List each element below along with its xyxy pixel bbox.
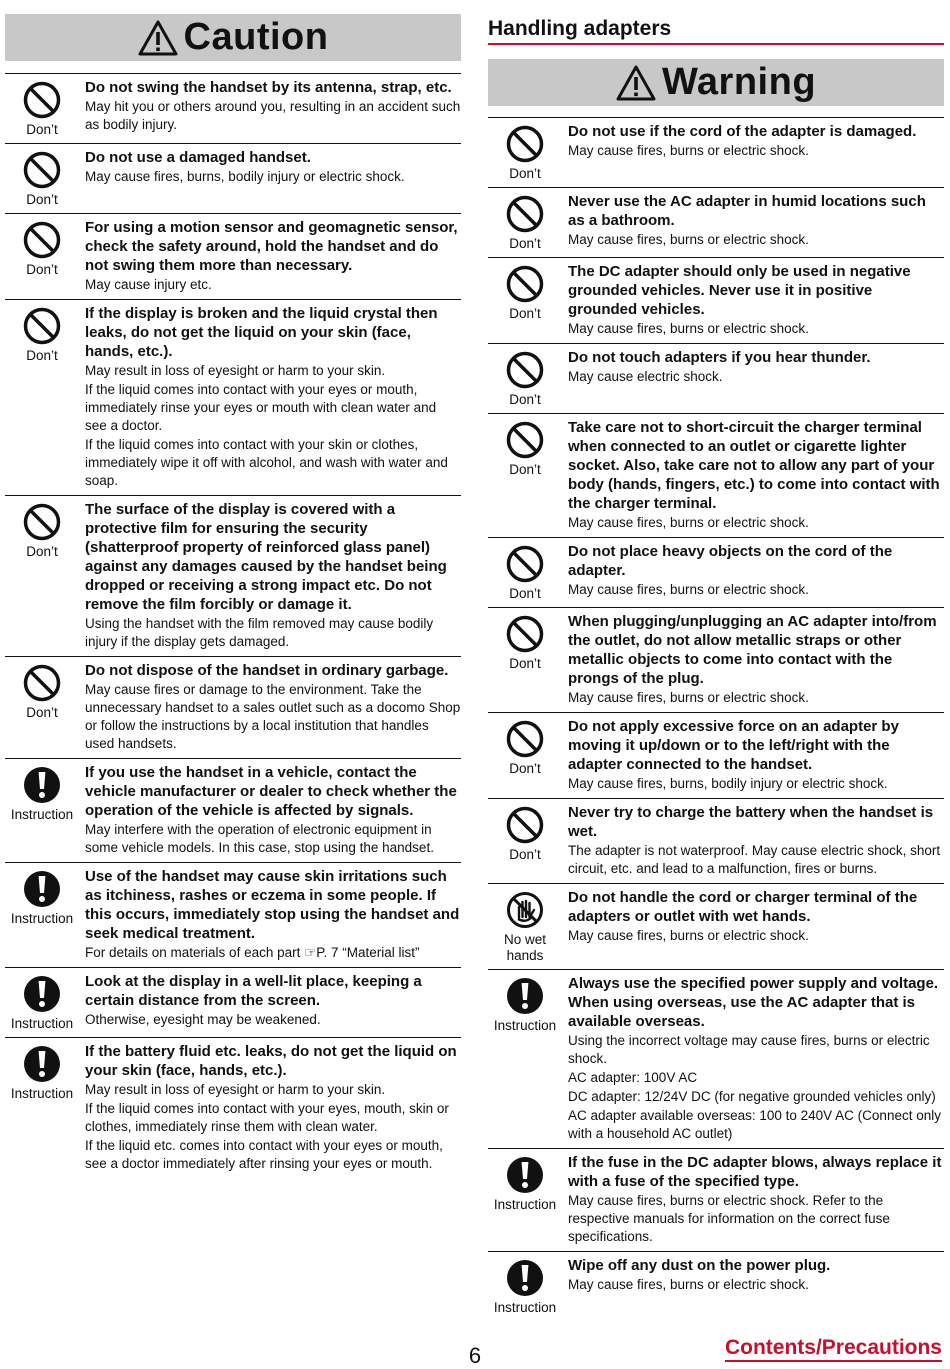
symbol-label: Instruction [493,1197,557,1212]
prohibition-icon [505,544,545,584]
item-text [79,867,461,962]
safety-item [488,1251,944,1321]
safety-item [5,967,461,1037]
item-text [562,192,944,252]
warning-banner [488,59,944,106]
item-text [562,974,944,1143]
instruction-icon [505,1258,545,1298]
item-text [562,1256,944,1316]
item-heading: Never try to charge the battery when the handset is wet. [568,804,934,840]
item-text [562,612,944,707]
safety-item [5,1037,461,1178]
item-symbol [5,500,79,651]
instruction-icon [22,765,62,805]
prohibition-icon [22,150,62,190]
item-text [79,78,461,138]
item-symbol [5,148,79,208]
item-heading: If the fuse in the DC adapter blows, always replace it with a fuse of the specified type. [568,1154,942,1190]
item-symbol [5,661,79,753]
instruction-icon [22,869,62,909]
item-heading: When plugging/unplugging an AC adapter into/from the outlet, do not allow metallic straps or other metallic objects to come into contact with the prongs of the plug. [568,613,937,687]
item-detail: May cause injury etc. [85,277,212,292]
safety-item [488,537,944,607]
item-detail: For details on materials of each part ☞P. 7 “Material list” [85,945,420,960]
safety-item [5,758,461,862]
item-symbol [488,122,562,182]
item-detail: May result in loss of eyesight or harm to your skin. [85,1082,386,1097]
prohibition-icon [505,420,545,460]
safety-item [488,413,944,537]
prohibition-icon [505,124,545,164]
safety-item [5,143,461,213]
symbol-label: Don’t [26,192,58,207]
item-heading: The surface of the display is covered with a protective film for ensuring the security (shatterproof property of reinforced glass panel) against any damages caused by the handset being dropped or receiving a strong impact etc. Do not remove the film forcibly or damage it. [85,501,447,613]
safety-item [488,187,944,257]
symbol-label: Don’t [26,122,58,137]
item-text [79,304,461,490]
warning-triangle-icon [616,65,656,101]
safety-item [488,883,944,969]
item-text [79,1042,461,1173]
item-detail: AC adapter: 100V AC [568,1070,698,1085]
item-detail: May cause fires, burns, bodily injury or electric shock. [85,169,405,184]
item-text [562,717,944,793]
item-text [79,661,461,753]
item-detail: AC adapter available overseas: 100 to 240V AC (Connect only with a household AC outlet) [568,1108,941,1141]
prohibition-icon [505,805,545,845]
item-symbol [488,262,562,338]
item-text [562,262,944,338]
safety-item [5,656,461,758]
safety-item [488,712,944,798]
safety-item [488,1148,944,1251]
symbol-label: Don’t [509,847,541,862]
safety-item [488,257,944,343]
item-text [79,763,461,857]
item-detail: May result in loss of eyesight or harm to your skin. [85,363,386,378]
item-symbol [488,348,562,408]
item-detail: May cause fires, burns or electric shock. [568,690,809,705]
caution-column [5,14,461,1178]
item-detail: Using the incorrect voltage may cause fires, burns or electric shock. [568,1033,930,1066]
symbol-label: Instruction [493,1300,557,1315]
item-text [79,500,461,651]
safety-item [5,213,461,299]
safety-item [488,117,944,187]
prohibition-icon [22,220,62,260]
prohibition-icon [22,663,62,703]
item-detail: May cause fires or damage to the environment. Take the unnecessary handset to a sales outlet such as a docomo Shop or follow the instructions by a local institution that handles used handsets. [85,682,461,751]
item-heading: The DC adapter should only be used in negative grounded vehicles. Never use it in positive grounded vehicles. [568,263,911,318]
item-symbol [488,542,562,602]
item-heading: Do not swing the handset by its antenna, strap, etc. [85,79,452,96]
item-symbol [488,1153,562,1246]
prohibition-icon [22,502,62,542]
item-heading: Do not use a damaged handset. [85,149,311,166]
symbol-label: Don’t [26,348,58,363]
symbol-label: Don’t [26,262,58,277]
item-symbol [488,803,562,878]
item-symbol [488,717,562,793]
prohibition-icon [505,719,545,759]
item-heading: Wipe off any dust on the power plug. [568,1257,831,1274]
warning-triangle-icon [138,20,178,56]
symbol-label: Don’t [509,236,541,251]
item-heading: If the battery fluid etc. leaks, do not get the liquid on your skin (face, hands, etc.). [85,1043,457,1079]
prohibition-icon [505,194,545,234]
item-symbol [5,867,79,962]
prohibition-icon [22,80,62,120]
item-symbol [488,1256,562,1316]
item-detail: May cause electric shock. [568,369,723,384]
item-heading: Do not dispose of the handset in ordinary garbage. [85,662,449,679]
item-text [562,888,944,964]
safety-item [5,73,461,143]
safety-item [5,862,461,967]
prohibition-icon [505,264,545,304]
item-heading: Look at the display in a well-lit place, keeping a certain distance from the screen. [85,973,422,1009]
item-detail: May cause fires, burns or electric shock. Refer to the respective manuals for information on the correct fuse specifications. [568,1193,890,1244]
safety-item [5,495,461,656]
safety-item [488,607,944,712]
symbol-label: Don’t [509,462,541,477]
safety-item [488,798,944,883]
item-heading: Do not apply excessive force on an adapter by moving it up/down or to the left/right with the adapter connected to the handset. [568,718,899,773]
item-symbol [5,78,79,138]
item-heading: Use of the handset may cause skin irritations such as itchiness, rashes or eczema in some people. If this occurs, immediately stop using the handset and seek medical treatment. [85,868,460,942]
item-detail: If the liquid etc. comes into contact with your eyes or mouth, see a doctor immediately after rinsing your eyes or mouth. [85,1138,443,1171]
item-detail: DC adapter: 12/24V DC (for negative grounded vehicles only) [568,1089,936,1104]
item-symbol [5,972,79,1032]
symbol-label: Don’t [509,392,541,407]
item-heading: Take care not to short-circuit the charger terminal when connected to an outlet or cigarette lighter socket. Also, take care not to allow any part of your body (hands, fingers, etc.) to come into contact with the charger terminal. [568,419,940,512]
symbol-label: Don’t [509,306,541,321]
page-number: 6 [468,1343,482,1368]
item-text [562,122,944,182]
safety-item [488,343,944,413]
item-detail: May cause fires, burns or electric shock. [568,515,809,530]
item-symbol [488,192,562,252]
item-symbol [5,218,79,294]
adapters-column [488,14,944,1321]
safety-item [5,299,461,495]
no-wet-hands-icon [505,890,545,930]
item-text [562,542,944,602]
item-heading: If you use the handset in a vehicle, contact the vehicle manufacturer or dealer to check whether the operation of the vehicle is affected by signals. [85,764,457,819]
symbol-label: Instruction [493,1018,557,1033]
item-heading: Do not handle the cord or charger terminal of the adapters or outlet with wet hands. [568,889,918,925]
adapters-list [488,117,944,1321]
item-heading: Do not touch adapters if you hear thunder. [568,349,871,366]
item-heading: Do not use if the cord of the adapter is damaged. [568,123,917,140]
item-detail: May hit you or others around you, resulting in an accident such as bodily injury. [85,99,461,132]
item-text [562,1153,944,1246]
symbol-label: Instruction [10,1016,74,1031]
caution-list [5,73,461,1178]
item-detail: May cause fires, burns or electric shock. [568,143,809,158]
item-symbol [5,304,79,490]
prohibition-icon [22,306,62,346]
instruction-icon [505,976,545,1016]
instruction-icon [22,1044,62,1084]
symbol-label: Instruction [10,1086,74,1101]
item-detail: May cause fires, burns or electric shock. [568,232,809,247]
warning-title: Warning [661,61,817,103]
item-text [79,148,461,208]
item-symbol [488,612,562,707]
item-detail: The adapter is not waterproof. May cause electric shock, short circuit, etc. and lead to a malfunction, fires or burns. [568,843,941,876]
item-text [79,972,461,1032]
caution-banner [5,14,461,61]
section-title: Handling adapters [488,14,944,45]
item-detail: Using the handset with the film removed may cause bodily injury if the display gets damaged. [85,616,434,649]
item-text [562,348,944,408]
prohibition-icon [505,614,545,654]
item-detail: Otherwise, eyesight may be weakened. [85,1012,321,1027]
item-heading: If the display is broken and the liquid crystal then leaks, do not get the liquid on your skin (face, hands, etc.). [85,305,438,360]
instruction-icon [505,1155,545,1195]
item-text [79,218,461,294]
item-symbol [488,974,562,1143]
item-heading: Never use the AC adapter in humid locations such as a bathroom. [568,193,926,229]
contents-precautions-link[interactable]: Contents/Precautions [725,1336,942,1362]
item-symbol [488,418,562,532]
item-symbol [5,1042,79,1173]
item-detail: May cause fires, burns or electric shock. [568,582,809,597]
item-detail: If the liquid comes into contact with your skin or clothes, immediately wipe it off with alcohol, and wash with water and soap. [85,437,448,488]
item-symbol [5,763,79,857]
symbol-label: Don’t [509,656,541,671]
symbol-label: Don’t [509,761,541,776]
item-detail: May cause fires, burns, bodily injury or electric shock. [568,776,888,791]
item-detail: May cause fires, burns or electric shock. [568,1277,809,1292]
caution-title: Caution [183,16,329,58]
instruction-icon [22,974,62,1014]
item-detail: May cause fires, burns or electric shock. [568,321,809,336]
item-text [562,418,944,532]
item-heading: Always use the specified power supply and voltage. When using overseas, use the AC adapter that is available overseas. [568,975,939,1030]
symbol-label: Don’t [509,586,541,601]
symbol-label: No wet hands [503,932,547,963]
prohibition-icon [505,350,545,390]
item-heading: Do not place heavy objects on the cord of the adapter. [568,543,893,579]
item-detail: If the liquid comes into contact with your eyes, mouth, skin or clothes, immediately rinse them with clean water. [85,1101,449,1134]
symbol-label: Don’t [26,705,58,720]
item-text [562,803,944,878]
safety-item [488,969,944,1148]
item-detail: If the liquid comes into contact with your eyes or mouth, immediately rinse your eyes or mouth with clean water and see a doctor. [85,382,437,433]
item-detail: May cause fires, burns or electric shock. [568,928,809,943]
symbol-label: Instruction [10,911,74,926]
item-heading: For using a motion sensor and geomagnetic sensor, check the safety around, hold the handset and do not swing them more than necessary. [85,219,458,274]
item-detail: May interfere with the operation of electronic equipment in some vehicle models. In this case, stop using the handset. [85,822,434,855]
symbol-label: Don’t [509,166,541,181]
symbol-label: Don’t [26,544,58,559]
symbol-label: Instruction [10,807,74,822]
item-symbol [488,888,562,964]
